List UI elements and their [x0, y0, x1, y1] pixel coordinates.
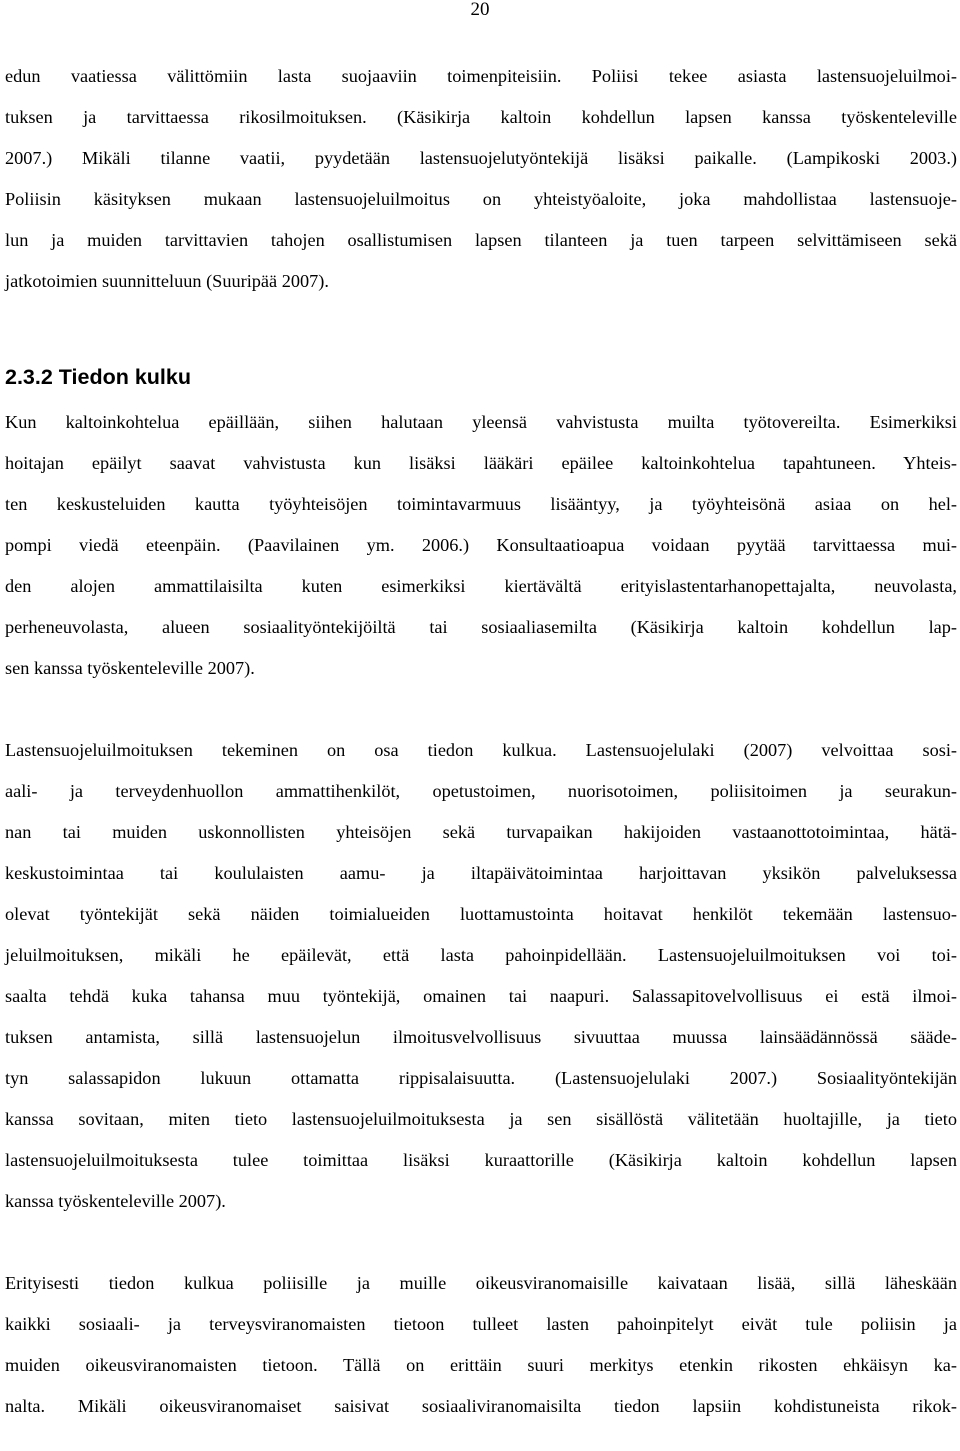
section-heading: 2.3.2 Tiedon kulku: [5, 365, 191, 389]
text-line: kaikki sosiaali- ja terveysviranomaisten tietoon tulleet lasten pahoinpitelyt eivät tule poliisin ja: [5, 1314, 957, 1334]
text-line: Erityisesti tiedon kulkua poliisille ja muille oikeusviranomaisille kaivataan lisää, sillä läheskään: [5, 1273, 957, 1293]
text-line: sen kanssa työskenteleville 2007).: [5, 658, 255, 678]
text-line: lun ja muiden tarvittavien tahojen osallistumisen lapsen tilanteen ja tuen tarpeen selvittämiseen sekä: [5, 230, 957, 250]
text-line: hoitajan epäilyt saavat vahvistusta kun lisäksi lääkäri epäilee kaltoinkohtelua tapahtuneen. Yhteis-: [5, 453, 957, 473]
text-line: aali- ja terveydenhuollon ammattihenkilöt, opetustoimen, nuorisotoimen, poliisitoimen ja seurakun-: [5, 781, 957, 801]
text-line: lastensuojeluilmoituksesta tulee toimittaa lisäksi kuraattorille (Käsikirja kaltoin kohdellun lapsen: [5, 1150, 957, 1170]
text-line: tuksen antamista, sillä lastensuojelun ilmoitusvelvollisuus sivuuttaa muussa lainsäädännössä sääde-: [5, 1027, 957, 1047]
paragraph-reporting-duty: [5, 730, 957, 1222]
text-line: tyn salassapidon lukuun ottamatta rippisalaisuutta. (Lastensuojelulaki 2007.) Sosiaalityöntekijän: [5, 1068, 957, 1088]
text-line: den alojen ammattilaisilta kuten esimerkiksi kiertävältä erityislastentarhanopettajalta, neuvolasta,: [5, 576, 957, 596]
text-line: nan tai muiden uskonnollisten yhteisöjen sekä turvapaikan hakijoiden vastaanottotoimintaa, hätä-: [5, 822, 957, 842]
text-line: kanssa työskenteleville 2007).: [5, 1191, 226, 1211]
paragraph-police-report: [5, 56, 957, 302]
text-line: ten keskusteluiden kautta työyhteisöjen toimintavarmuus lisääntyy, ja työyhteisönä asiaa on hel-: [5, 494, 957, 514]
text-line: jeluilmoituksen, mikäli he epäilevät, että lasta pahoinpidellään. Lastensuojeluilmoituksen voi toi-: [5, 945, 957, 965]
text-line: muiden oikeusviranomaisten tietoon. Tällä on erittäin suuri merkitys etenkin rikosten ehkäisyn ka-: [5, 1355, 957, 1375]
text-line: 2007.) Mikäli tilanne vaatii, pyydetään lastensuojelutyöntekijä lisäksi paikalle. (Lampikoski 2003.): [5, 148, 957, 168]
text-line: Lastensuojeluilmoituksen tekeminen on osa tiedon kulkua. Lastensuojelulaki (2007) velvoittaa sosi-: [5, 740, 957, 760]
text-line: kanssa sovitaan, miten tieto lastensuojeluilmoituksesta ja sen sisällöstä välitetään huoltajille, ja tieto: [5, 1109, 957, 1129]
paragraph-verification: [5, 402, 957, 689]
text-line: edun vaatiessa välittömiin lasta suojaaviin toimenpiteisiin. Poliisi tekee asiasta lastensuojeluilmoi-: [5, 66, 957, 86]
paragraph-information-flow: [5, 1263, 957, 1427]
text-line: Kun kaltoinkohtelua epäillään, siihen halutaan yleensä vahvistusta muilta työtovereilta. Esimerkiksi: [5, 412, 957, 432]
text-line: saalta tehdä kuka tahansa muu työntekijä, omainen tai naapuri. Salassapitovelvollisuus ei estä ilmoi-: [5, 986, 957, 1006]
text-line: perheneuvolasta, alueen sosiaalityöntekijöiltä tai sosiaaliasemilta (Käsikirja kaltoin kohdellun lap-: [5, 617, 957, 637]
page-number: 20: [470, 0, 490, 20]
text-line: Poliisin käsityksen mukaan lastensuojeluilmoitus on yhteistyöaloite, joka mahdollistaa lastensuoje-: [5, 189, 957, 209]
text-line: pompi viedä eteenpäin. (Paavilainen ym. 2006.) Konsultaatioapua voidaan pyytää tarvittaessa mui-: [5, 535, 957, 555]
text-line: nalta. Mikäli oikeusviranomaiset saisivat sosiaaliviranomaisilta tiedon lapsiin kohdistuneista rikok-: [5, 1396, 957, 1416]
text-line: olevat työntekijät sekä näiden toimialueiden luottamustointa hoitavat henkilöt tekemään lastensuo-: [5, 904, 957, 924]
document-body: [5, 56, 957, 1427]
text-line: tuksen ja tarvittaessa rikosilmoituksen. (Käsikirja kaltoin kohdellun lapsen kanssa työskenteleville: [5, 107, 957, 127]
text-line: keskustoimintaa tai koululaisten aamu- ja iltapäivätoimintaa harjoittavan yksikön palveluksessa: [5, 863, 957, 883]
text-line: jatkotoimien suunnitteluun (Suuripää 2007).: [5, 271, 329, 291]
